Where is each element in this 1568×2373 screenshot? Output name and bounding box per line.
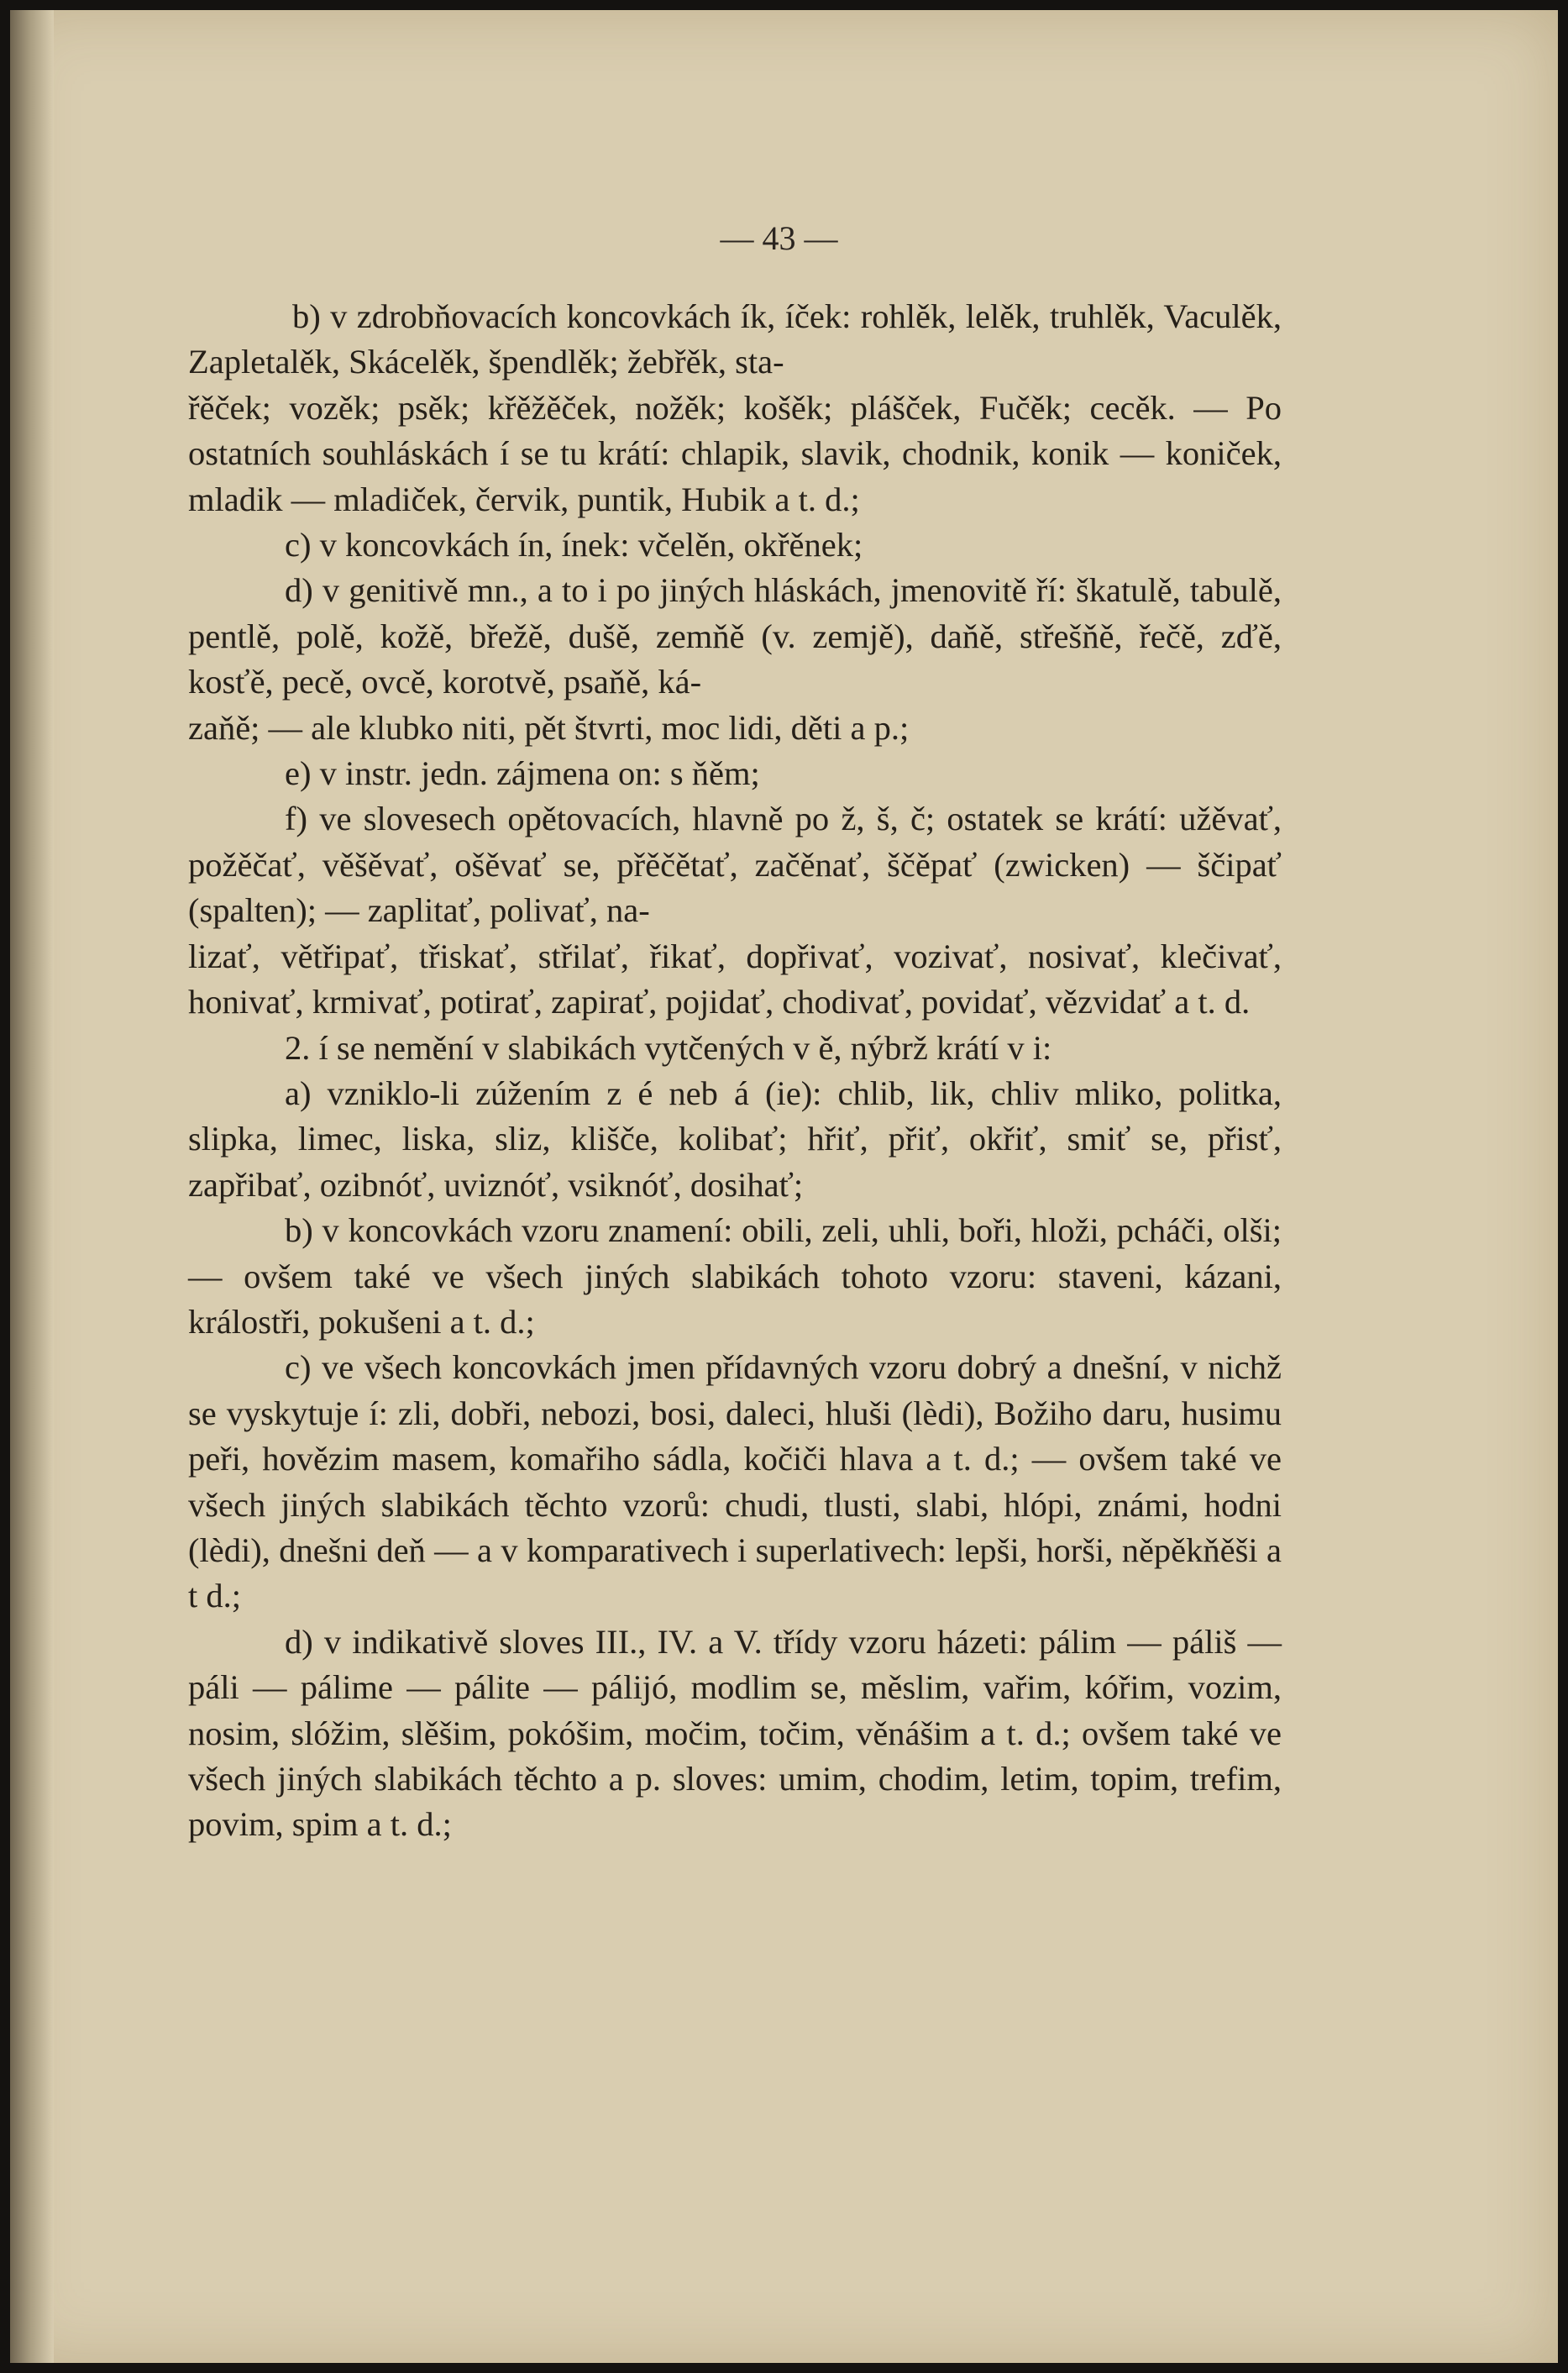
paragraph-b-znameni-endings <box>188 1208 1282 1345</box>
section-2-heading <box>188 1026 1282 1071</box>
text-line: lizať, větřipať, třiskať, střilať, řikať, dopřivať, vozivať, nosivať, <box>188 937 1141 975</box>
text-line: řěček; vozěk; psěk; křěžěček, nožěk; košěk; plášček, Fučěk; <box>188 388 1072 427</box>
text-line: (lèdi), dnešni deň — a v komparativech i superlativech: lepši, <box>188 1530 1028 1569</box>
text-line: truhlěk, Vaculěk, Zapletalěk, Skácelěk, špendlěk; žebřěk, sta- <box>188 297 1282 381</box>
paragraph-e-instrumental <box>188 751 1282 796</box>
paragraph-d-indicative-verbs <box>188 1620 1282 1848</box>
text-line: měslim, vařim, kóřim, vozim, nosim, slóžim, slěšim, pokóšim, <box>188 1668 1282 1752</box>
text-line: přiť, okřiť, smiť se, přisť, zapřibať, ozibnóť, uviznóť, vsiknóť, <box>188 1120 1282 1204</box>
text-line: puntik, Hubik a t. d.; <box>577 480 860 518</box>
text-line: dosihať; <box>690 1165 804 1204</box>
text-line: tohoto vzoru: staveni, kázani, králostři, pokušeni a t. d.; <box>188 1257 1282 1341</box>
text-line: močim, točim, věnášim a t. d.; ovšem také ve všech jiných <box>188 1714 1282 1798</box>
text-line: povim, spim a t. d.; <box>188 1805 452 1844</box>
text-line: hloži, pcháči, olši; — ovšem také ve všech jiných slabikách <box>188 1211 1282 1295</box>
page-gutter-shadow <box>10 10 54 2363</box>
text-line: horši, něpěkňěši a t d.; <box>188 1530 1282 1615</box>
text-line: cecěk. — Po ostatních souhláskách í se tu krátí: chlapik, <box>188 388 1282 473</box>
text-line: sádla, kočiči hlava a t. d.; — ovšem také ve všech jiných <box>188 1440 1282 1524</box>
paragraph-a-narrowing <box>188 1071 1282 1208</box>
text-line: d) v genitivě mn., a to i po jiných hláskách, jmenovitě ří: <box>285 571 1067 610</box>
text-line: daňě, střešňě, řečě, zďě, kosťě, pecě, ovcě, korotvě, psaňě, ká- <box>188 617 1282 701</box>
text-line: c) v koncovkách ín, ínek: včelěn, okřěnek; <box>285 526 863 564</box>
text-line: d) v indikativě sloves III., IV. a V. třídy vzoru házeti: <box>285 1622 1028 1661</box>
text-line: ščěpať (zwicken) — ščipať (spalten); — zaplitať, polivať, na- <box>188 845 1282 930</box>
text-line: a) vzniklo-li zúžením z é neb á (ie): chlib, lik, chliv <box>285 1074 1059 1112</box>
paragraph-c-adjective-endings <box>188 1345 1282 1619</box>
text-line: mliko, politka, slipka, limec, liska, sliz, klišče, kolibať; hřiť, <box>188 1074 1282 1158</box>
text-line: pálim — páliš — páli — pálime — pálite — pálijó, modlim se, <box>188 1622 1282 1707</box>
text-line: c) ve všech koncovkách jmen přídavných vzoru dobrý a <box>285 1348 1062 1387</box>
page-number: — 43 — <box>720 219 838 257</box>
book-page <box>10 10 1558 2363</box>
paragraph-f-iterative-verbs <box>188 796 1282 1025</box>
text-line: zaňě; — ale klubko niti, pět štvrti, moc lidi, děti a p.; <box>188 708 910 747</box>
text-line: krátí: užěvať, požěčať, věšěvať, ošěvať se, přěčětať, začěnať, <box>188 800 1282 884</box>
text-line: e) v instr. jedn. zájmena on: s ňěm; <box>285 754 760 793</box>
text-line: f) ve slovesech opětovacích, hlavně po ž, š, č; ostatek se <box>285 800 1084 838</box>
text-line: povidať, vězvidať a t. d. <box>921 983 1251 1021</box>
text-line: slabikách těchto a p. sloves: umim, chodim, letim, topim, trefim, <box>374 1760 1282 1798</box>
text-line: škatulě, tabulě, pentlě, polě, kožě, břežě, dušě, zemňě (v. zemjě), <box>188 571 1282 655</box>
text-line: b) v koncovkách vzoru znamení: obili, zeli, uhli, boři, <box>285 1211 1022 1250</box>
text-line: slabikách těchto vzorů: chudi, tlusti, slabi, hlópi, známi, hodni <box>380 1485 1282 1524</box>
text-line: hluši (lèdi), Božiho daru, husimu peři, hovězim masem, komařiho <box>188 1394 1282 1478</box>
text-line: slavik, chodnik, konik — koniček, mladik — mladiček, červik, <box>188 434 1282 518</box>
paragraph-d-genitive-plural <box>188 568 1282 751</box>
text-line: b) v zdrobňovacích koncovkách ík, íček: rohlěk, lelěk, <box>292 297 1041 335</box>
paragraph-c-in-inek-endings <box>188 522 1282 568</box>
text-line: 2. í se nemění v slabikách vytčených v ě, nýbrž krátí v i: <box>285 1028 1052 1067</box>
text-line: klečivať, honivať, krmivať, potirať, zapirať, pojidať, chodivať, <box>188 937 1282 1021</box>
paragraph-b-diminutive-endings <box>188 294 1282 522</box>
page-body <box>188 294 1282 1848</box>
text-line: dnešní, v nichž se vyskytuje í: zli, dobři, nebozi, bosi, dalеci, <box>188 1348 1282 1432</box>
